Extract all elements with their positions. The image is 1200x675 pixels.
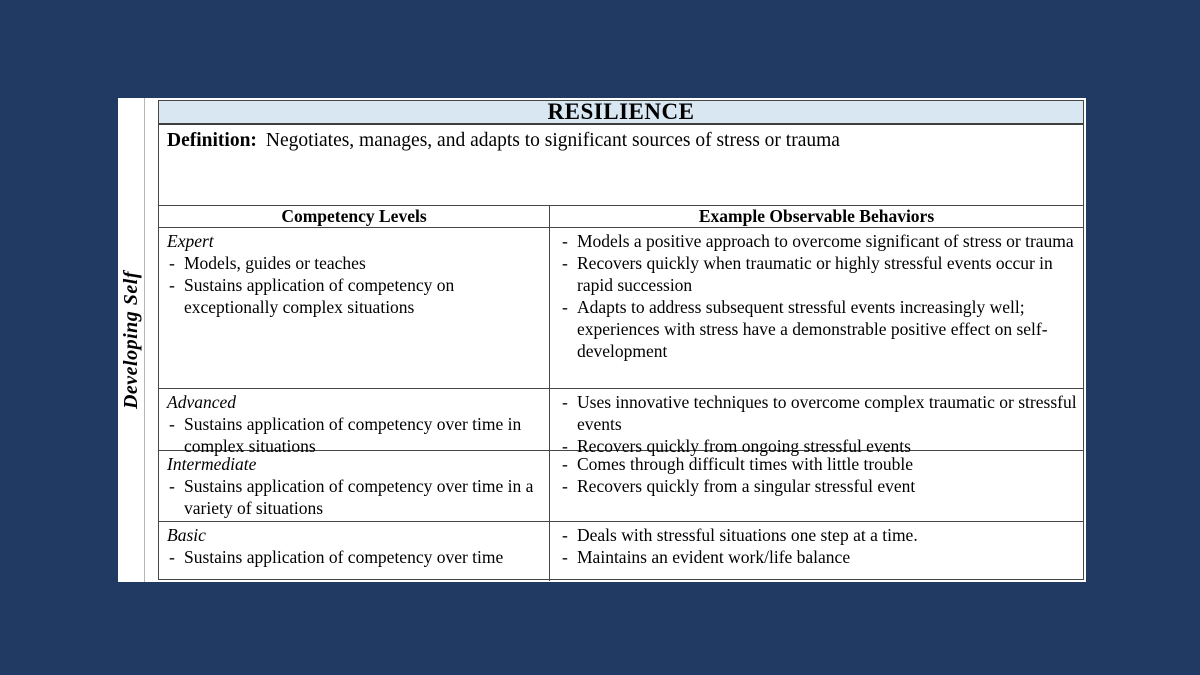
list-item-text: Uses innovative techniques to overcome complex traumatic or stressful events: [577, 392, 1077, 434]
behaviors-cell-basic: [550, 522, 1083, 581]
competency-cell-intermediate: [159, 451, 550, 521]
list-item-text: Recovers quickly when traumatic or highly stressful events occur in rapid succession: [577, 253, 1053, 295]
bullet-dash: -: [169, 414, 175, 434]
competency-card: [118, 98, 1086, 582]
bullet-dash: -: [562, 547, 568, 567]
header-row: [159, 206, 1083, 228]
list-item-text: Maintains an evident work/life balance: [577, 547, 851, 567]
list-item-text: Sustains application of competency over time in complex situations: [184, 414, 522, 456]
list-item: [167, 252, 543, 274]
bullet-dash: -: [562, 253, 568, 273]
list-item: [560, 453, 1077, 475]
competency-cell-advanced: [159, 389, 550, 456]
bullet-dash: -: [562, 297, 568, 317]
list-item: [167, 475, 543, 519]
header-example-behaviors: Example Observable Behaviors: [698, 206, 935, 226]
bullet-dash: -: [562, 231, 568, 251]
definition-text: Negotiates, manages, and adapts to significant sources of stress or trauma: [265, 130, 840, 151]
bullet-dash: -: [562, 436, 568, 456]
list-item-text: Sustains application of competency over time: [184, 547, 504, 567]
list-item-text: Comes through difficult times with little trouble: [577, 454, 914, 474]
behaviors-cell-advanced: [550, 389, 1083, 456]
list-item: [560, 252, 1077, 296]
list-item-text: Sustains application of competency on exceptionally complex situations: [184, 275, 455, 317]
list-item: [560, 391, 1077, 435]
level-name: Expert: [167, 231, 214, 251]
table-row-advanced: [159, 389, 1083, 456]
level-name: Intermediate: [167, 454, 257, 474]
bullet-dash: -: [562, 525, 568, 545]
bullet-dash: -: [562, 476, 568, 496]
list-item: [560, 546, 1077, 568]
level-name: Basic: [167, 525, 206, 545]
bullet-dash: -: [169, 547, 175, 567]
header-competency-levels: Competency Levels: [159, 206, 550, 227]
list-item-text: Models, guides or teaches: [184, 253, 366, 273]
list-item: [560, 475, 1077, 497]
behaviors-cell-intermediate: [550, 451, 1083, 521]
bullet-dash: -: [169, 476, 175, 496]
category-strip: [118, 98, 145, 582]
list-item-text: Recovers quickly from a singular stressful event: [577, 476, 916, 496]
list-item-text: Models a positive approach to overcome significant of stress or trauma: [577, 231, 1074, 251]
table-title-band: [159, 101, 1083, 125]
list-item-text: Sustains application of competency over time in a variety of situations: [184, 476, 534, 518]
list-item-text: Deals with stressful situations one step at a time.: [577, 525, 918, 545]
list-item: [560, 296, 1077, 362]
definition-row: [159, 125, 1083, 206]
list-item-text: Adapts to address subsequent stressful events increasingly well; experiences with stress have a demonstrable positive effect on self-development: [577, 297, 1048, 361]
list-item: [560, 524, 1077, 546]
list-item: [560, 230, 1077, 252]
list-item-text: Recovers quickly from ongoing stressful events: [577, 436, 911, 456]
bullet-dash: -: [169, 275, 175, 295]
resilience-table: [158, 100, 1084, 580]
level-name: Advanced: [167, 392, 236, 412]
table-row-intermediate: [159, 451, 1083, 522]
list-item: [167, 274, 543, 318]
table-row-expert: [159, 228, 1083, 389]
table-title: RESILIENCE: [547, 99, 695, 124]
competency-cell-expert: [159, 228, 550, 388]
competency-cell-basic: [159, 522, 550, 581]
category-label: Developing Self: [119, 270, 142, 410]
bullet-dash: -: [562, 392, 568, 412]
list-item: [167, 546, 543, 568]
definition-label: Definition:: [167, 130, 257, 151]
behaviors-cell-expert: [550, 228, 1083, 388]
bullet-dash: -: [169, 253, 175, 273]
table-row-basic: [159, 522, 1083, 581]
bullet-dash: -: [562, 454, 568, 474]
